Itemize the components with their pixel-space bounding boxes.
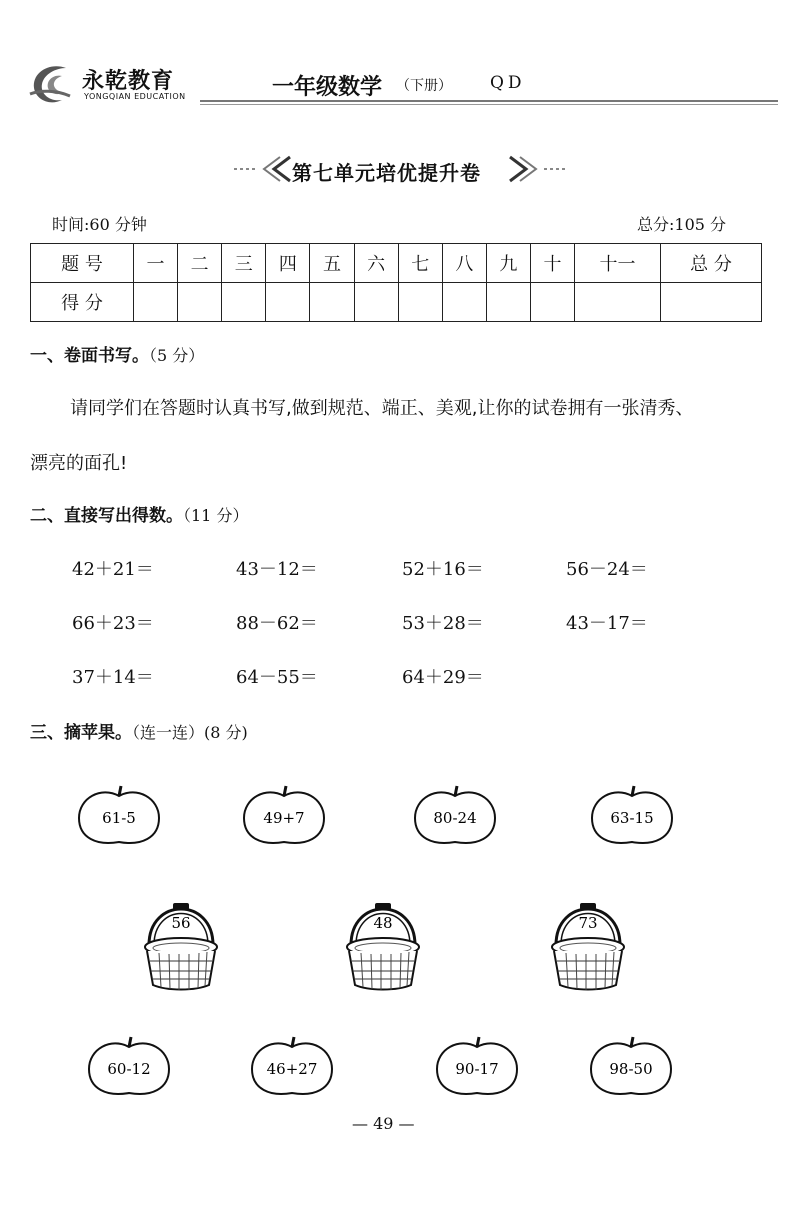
score-input-cell[interactable] xyxy=(442,283,486,322)
problem-item: 42＋21＝ xyxy=(72,559,154,580)
section1-points: （5 分） xyxy=(149,346,205,365)
page-number: — 49 — xyxy=(352,1114,415,1133)
apple-label: 90-17 xyxy=(455,1060,499,1078)
basket-3[interactable] xyxy=(552,903,624,990)
apple-bottom-1[interactable] xyxy=(89,1037,169,1094)
problem-item: 43－12＝ xyxy=(236,559,318,580)
banner-ornament-left-icon xyxy=(232,155,292,183)
table-cell: 一 xyxy=(134,244,178,283)
section1-text-line2: 漂亮的面孔! xyxy=(30,453,128,474)
apple-top-3[interactable] xyxy=(415,786,495,843)
section3-title: 三、摘苹果。 xyxy=(30,723,132,743)
score-input-cell[interactable] xyxy=(310,283,354,322)
table-cell: 十 xyxy=(530,244,574,283)
header-rule-thin xyxy=(200,104,778,105)
apple-label: 60-12 xyxy=(107,1060,151,1078)
table-cell: 八 xyxy=(442,244,486,283)
apple-bottom-2[interactable] xyxy=(252,1037,332,1094)
table-cell: 十一 xyxy=(575,244,661,283)
subject-title: 一年级数学 xyxy=(272,75,383,100)
table-cell: 总 分 xyxy=(661,244,762,283)
basket-number: 48 xyxy=(373,914,393,932)
table-cell: 九 xyxy=(486,244,530,283)
problem-item: 52＋16＝ xyxy=(402,559,484,580)
table-cell: 六 xyxy=(354,244,398,283)
score-input-cell[interactable] xyxy=(134,283,178,322)
basket-number: 56 xyxy=(171,914,191,932)
score-table-header-row xyxy=(31,244,762,283)
brand-subtitle: YONGQIAN EDUCATION xyxy=(84,92,186,101)
apple-picking-figure xyxy=(0,770,800,1110)
edition-code: QD xyxy=(490,73,526,93)
score-input-cell[interactable] xyxy=(354,283,398,322)
problem-item: 56－24＝ xyxy=(566,559,648,580)
apple-bottom-4[interactable] xyxy=(591,1037,671,1094)
score-input-cell[interactable] xyxy=(266,283,310,322)
section1-text-line1: 请同学们在答题时认真书写,做到规范、端正、美观,让你的试卷拥有一张清秀、 xyxy=(70,398,694,419)
score-table-score-row xyxy=(31,283,762,322)
section3-heading xyxy=(30,718,248,743)
table-cell: 二 xyxy=(178,244,222,283)
apple-top-1[interactable] xyxy=(79,786,159,843)
problem-item: 64－55＝ xyxy=(236,667,318,688)
problem-item: 43－17＝ xyxy=(566,613,648,634)
problem-item: 88－62＝ xyxy=(236,613,318,634)
table-cell: 四 xyxy=(266,244,310,283)
table-cell: 题 号 xyxy=(31,244,134,283)
apple-label: 46+27 xyxy=(266,1060,318,1078)
brand-name: 永乾教育 xyxy=(82,68,175,94)
section2-points: （11 分） xyxy=(183,506,249,525)
basket-1[interactable] xyxy=(145,903,217,990)
basket-2[interactable] xyxy=(347,903,419,990)
section3-points: （连一连）(8 分) xyxy=(132,723,248,742)
score-input-cell[interactable] xyxy=(661,283,762,322)
table-cell: 三 xyxy=(222,244,266,283)
apple-label: 98-50 xyxy=(609,1060,653,1078)
volume-label: （下册） xyxy=(396,78,452,94)
score-input-cell[interactable] xyxy=(530,283,574,322)
basket-number: 73 xyxy=(578,914,598,932)
score-table xyxy=(30,243,762,322)
problem-item: 53＋28＝ xyxy=(402,613,484,634)
apple-top-2[interactable] xyxy=(244,786,324,843)
section2-title: 二、直接写出得数。 xyxy=(30,506,183,526)
total-score: 总分:105 分 xyxy=(637,215,727,234)
problem-item: 37＋14＝ xyxy=(72,667,154,688)
score-input-cell[interactable] xyxy=(178,283,222,322)
unit-test-title: 第七单元培优提升卷 xyxy=(292,161,481,185)
time-limit: 时间:60 分钟 xyxy=(52,215,147,234)
apple-label: 49+7 xyxy=(263,809,305,827)
problem-item: 66＋23＝ xyxy=(72,613,154,634)
header-rule xyxy=(200,100,778,102)
apple-label: 61-5 xyxy=(102,809,136,827)
apple-label: 80-24 xyxy=(433,809,477,827)
section1-title: 一、卷面书写。 xyxy=(30,346,149,366)
problem-item: 64＋29＝ xyxy=(402,667,484,688)
score-input-cell[interactable] xyxy=(575,283,661,322)
score-input-cell[interactable] xyxy=(486,283,530,322)
brand-logo-icon xyxy=(26,60,76,110)
table-cell: 得 分 xyxy=(31,283,134,322)
section2-heading xyxy=(30,501,248,526)
apple-label: 63-15 xyxy=(610,809,654,827)
score-input-cell[interactable] xyxy=(222,283,266,322)
apple-top-4[interactable] xyxy=(592,786,672,843)
section1-heading xyxy=(30,341,204,366)
apple-bottom-3[interactable] xyxy=(437,1037,517,1094)
banner-ornament-right-icon xyxy=(508,155,568,183)
score-input-cell[interactable] xyxy=(398,283,442,322)
table-cell: 五 xyxy=(310,244,354,283)
table-cell: 七 xyxy=(398,244,442,283)
